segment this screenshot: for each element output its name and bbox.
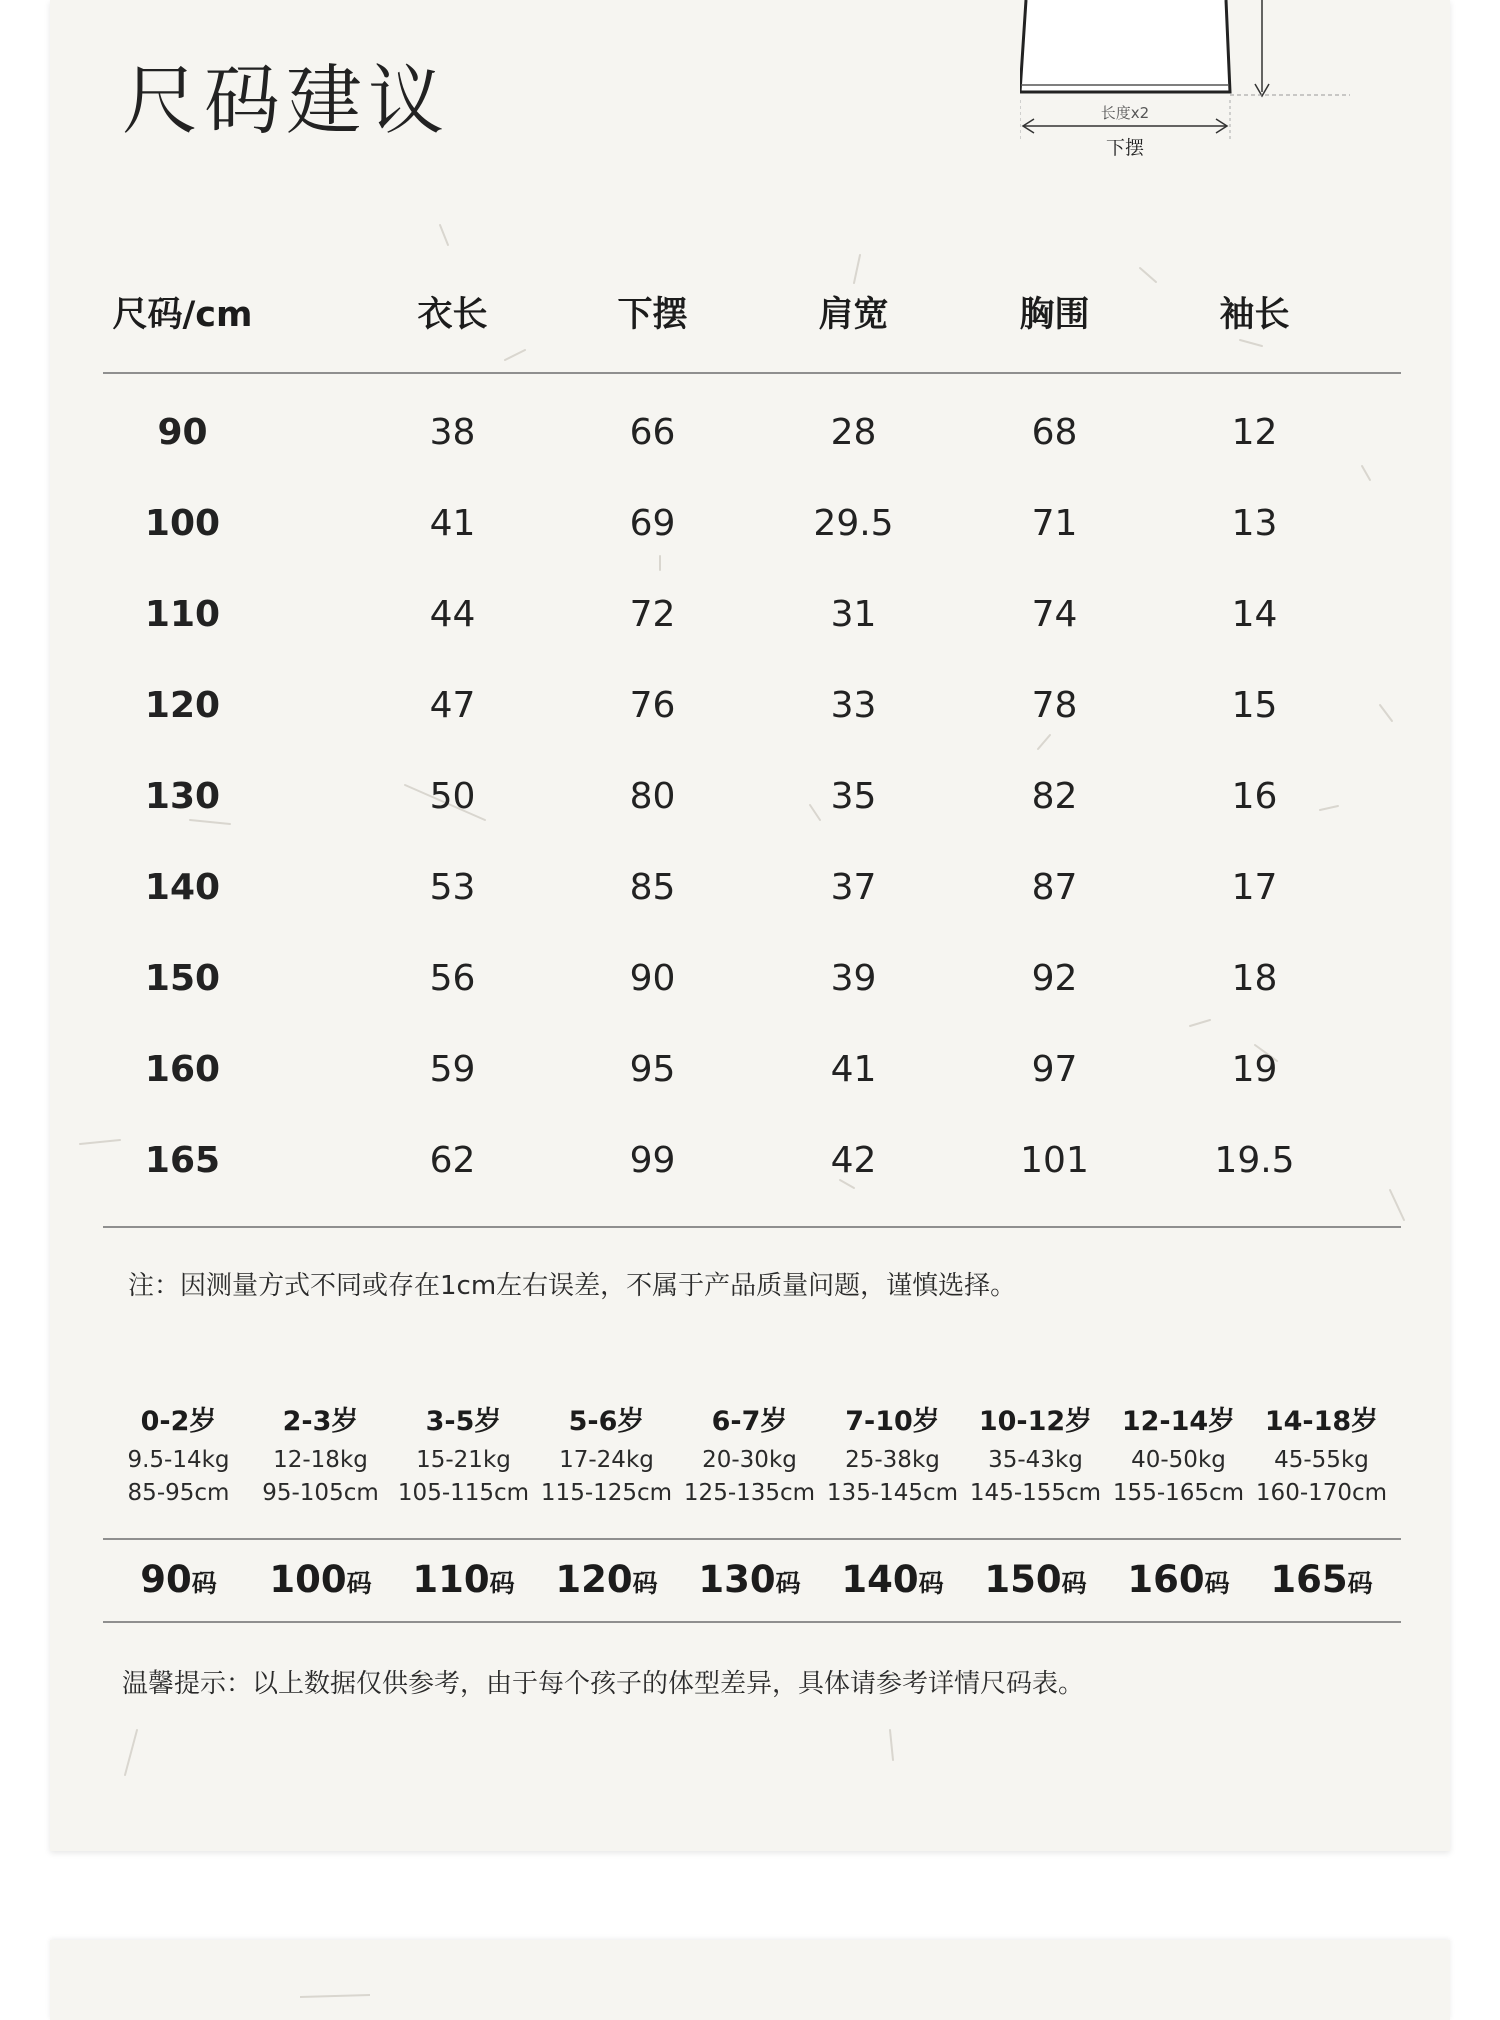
table-row [103, 478, 1401, 569]
sleeve-cell: 19 [1231, 1049, 1278, 1090]
age-guide-item [1250, 1400, 1393, 1510]
table-row [103, 842, 1401, 933]
sleeve-cell: 17 [1231, 867, 1278, 908]
header-sleeve: 袖长 [1219, 295, 1290, 335]
diagram-part-label: 下摆 [1105, 137, 1145, 159]
weight-range: 40-50kg [1131, 1447, 1226, 1473]
height-range: 135-145cm [826, 1480, 959, 1506]
size-code-number: 165 [1270, 1558, 1348, 1601]
size-code-unit: 码 [775, 1569, 801, 1598]
age-guide-item [107, 1400, 250, 1510]
sleeve-cell: 19.5 [1214, 1140, 1295, 1181]
age-guide-item [1107, 1400, 1250, 1510]
size-code-number: 130 [698, 1558, 776, 1601]
height-range: 115-125cm [540, 1480, 673, 1506]
warm-tip: 温馨提示：以上数据仅供参考，由于每个孩子的体型差异，具体请参考详情尺码表。 [122, 1669, 1085, 1699]
size-code [249, 1540, 392, 1620]
hem-cell: 99 [629, 1140, 676, 1181]
shoulder-cell: 42 [830, 1140, 877, 1181]
hem-cell: 80 [629, 776, 676, 817]
shoulder-cell: 31 [830, 594, 877, 635]
shoulder-cell: 29.5 [813, 503, 894, 544]
height-range: 145-155cm [969, 1480, 1102, 1506]
age-range: 0-2岁 [140, 1406, 217, 1437]
length-cell: 50 [429, 776, 476, 817]
length-cell: 53 [429, 867, 476, 908]
hem-cell: 95 [629, 1049, 676, 1090]
length-cell: 38 [429, 412, 476, 453]
table-row [103, 1115, 1401, 1206]
age-range: 2-3岁 [282, 1406, 359, 1437]
length-cell: 44 [429, 594, 476, 635]
sleeve-cell: 16 [1231, 776, 1278, 817]
age-guide-item [964, 1400, 1107, 1510]
table-row [103, 569, 1401, 660]
garment-hem-diagram [1020, 0, 1400, 175]
size-code-number: 120 [555, 1558, 633, 1601]
size-code-number: 140 [841, 1558, 919, 1601]
height-range: 95-105cm [262, 1480, 379, 1506]
age-guide-divider-bottom [103, 1621, 1401, 1623]
chest-cell: 87 [1031, 867, 1078, 908]
sleeve-cell: 13 [1231, 503, 1278, 544]
header-length: 衣长 [417, 295, 488, 335]
header-size: 尺码/cm [112, 295, 253, 335]
weight-range: 25-38kg [845, 1447, 940, 1473]
size-code-number: 90 [140, 1558, 192, 1601]
size-code [535, 1540, 678, 1620]
size-code-unit: 码 [346, 1569, 372, 1598]
header-shoulder: 肩宽 [818, 295, 889, 335]
size-guide-card [50, 0, 1450, 1851]
shoulder-cell: 37 [830, 867, 877, 908]
age-range: 7-10岁 [845, 1406, 940, 1437]
age-guide-item [535, 1400, 678, 1510]
age-guide-item [249, 1400, 392, 1510]
height-range: 160-170cm [1255, 1480, 1388, 1506]
age-guide-item [821, 1400, 964, 1510]
height-range: 105-115cm [397, 1480, 530, 1506]
age-range: 14-18岁 [1264, 1406, 1379, 1437]
chest-cell: 78 [1031, 685, 1078, 726]
hem-cell: 72 [629, 594, 676, 635]
table-row [103, 1024, 1401, 1115]
table-row [103, 933, 1401, 1024]
page-title: 尺码建议 [122, 56, 450, 145]
header-hem: 下摆 [617, 295, 688, 335]
chest-cell: 82 [1031, 776, 1078, 817]
size-cell: 110 [144, 594, 221, 635]
weight-range: 12-18kg [273, 1447, 368, 1473]
header-chest: 胸围 [1019, 295, 1090, 335]
size-code-unit: 码 [1061, 1569, 1087, 1598]
size-code [392, 1540, 535, 1620]
measurement-note: 注：因测量方式不同或存在1cm左右误差，不属于产品质量问题，谨慎选择。 [128, 1271, 1017, 1301]
size-code-unit: 码 [918, 1569, 944, 1598]
size-code-number: 150 [984, 1558, 1062, 1601]
header-divider [103, 372, 1401, 374]
age-guide-item [678, 1400, 821, 1510]
age-range: 10-12岁 [978, 1406, 1093, 1437]
age-range: 12-14岁 [1121, 1406, 1236, 1437]
shoulder-cell: 33 [830, 685, 877, 726]
shoulder-cell: 41 [830, 1049, 877, 1090]
length-cell: 62 [429, 1140, 476, 1181]
paper-texture [50, 1940, 1450, 2020]
size-code [821, 1540, 964, 1620]
size-code [1250, 1540, 1393, 1620]
hem-cell: 76 [629, 685, 676, 726]
chest-cell: 101 [1020, 1140, 1089, 1181]
size-cell: 120 [144, 685, 221, 726]
table-row [103, 751, 1401, 842]
diagram-measure-label: 长度x2 [1100, 104, 1150, 122]
weight-range: 17-24kg [559, 1447, 654, 1473]
hem-cell: 69 [629, 503, 676, 544]
chest-cell: 97 [1031, 1049, 1078, 1090]
size-code [1107, 1540, 1250, 1620]
age-range: 3-5岁 [425, 1406, 502, 1437]
chest-cell: 71 [1031, 503, 1078, 544]
size-code-unit: 码 [1204, 1569, 1230, 1598]
length-cell: 41 [429, 503, 476, 544]
next-section-card [50, 1940, 1450, 2020]
table-row [103, 660, 1401, 751]
height-range: 85-95cm [127, 1480, 230, 1506]
chest-cell: 92 [1031, 958, 1078, 999]
shoulder-cell: 28 [830, 412, 877, 453]
size-code [964, 1540, 1107, 1620]
weight-range: 20-30kg [702, 1447, 797, 1473]
size-code-unit: 码 [191, 1569, 217, 1598]
length-cell: 47 [429, 685, 476, 726]
size-code-number: 160 [1127, 1558, 1205, 1601]
size-table-header [103, 285, 1401, 365]
sleeve-cell: 15 [1231, 685, 1278, 726]
size-cell: 130 [144, 776, 221, 817]
size-cell: 150 [144, 958, 221, 999]
hem-cell: 85 [629, 867, 676, 908]
weight-range: 15-21kg [416, 1447, 511, 1473]
size-cell: 165 [144, 1140, 221, 1181]
weight-range: 9.5-14kg [127, 1447, 230, 1473]
age-range: 5-6岁 [568, 1406, 645, 1437]
weight-range: 45-55kg [1274, 1447, 1369, 1473]
shoulder-cell: 39 [830, 958, 877, 999]
chest-cell: 74 [1031, 594, 1078, 635]
length-cell: 59 [429, 1049, 476, 1090]
sleeve-cell: 12 [1231, 412, 1278, 453]
weight-range: 35-43kg [988, 1447, 1083, 1473]
size-code-unit: 码 [1347, 1569, 1373, 1598]
size-code [678, 1540, 821, 1620]
sleeve-cell: 18 [1231, 958, 1278, 999]
table-row [103, 387, 1401, 478]
sleeve-cell: 14 [1231, 594, 1278, 635]
size-code-unit: 码 [632, 1569, 658, 1598]
chest-cell: 68 [1031, 412, 1078, 453]
size-cell: 100 [144, 503, 221, 544]
age-range: 6-7岁 [711, 1406, 788, 1437]
size-cell: 160 [144, 1049, 221, 1090]
size-code [107, 1540, 250, 1620]
table-bottom-divider [103, 1226, 1401, 1228]
hem-cell: 90 [629, 958, 676, 999]
size-code-number: 110 [412, 1558, 490, 1601]
age-guide-item [392, 1400, 535, 1510]
shoulder-cell: 35 [830, 776, 877, 817]
height-range: 155-165cm [1112, 1480, 1245, 1506]
size-code-number: 100 [269, 1558, 347, 1601]
length-cell: 56 [429, 958, 476, 999]
size-cell: 140 [144, 867, 221, 908]
height-range: 125-135cm [683, 1480, 816, 1506]
size-cell: 90 [157, 412, 208, 453]
size-code-unit: 码 [489, 1569, 515, 1598]
hem-cell: 66 [629, 412, 676, 453]
